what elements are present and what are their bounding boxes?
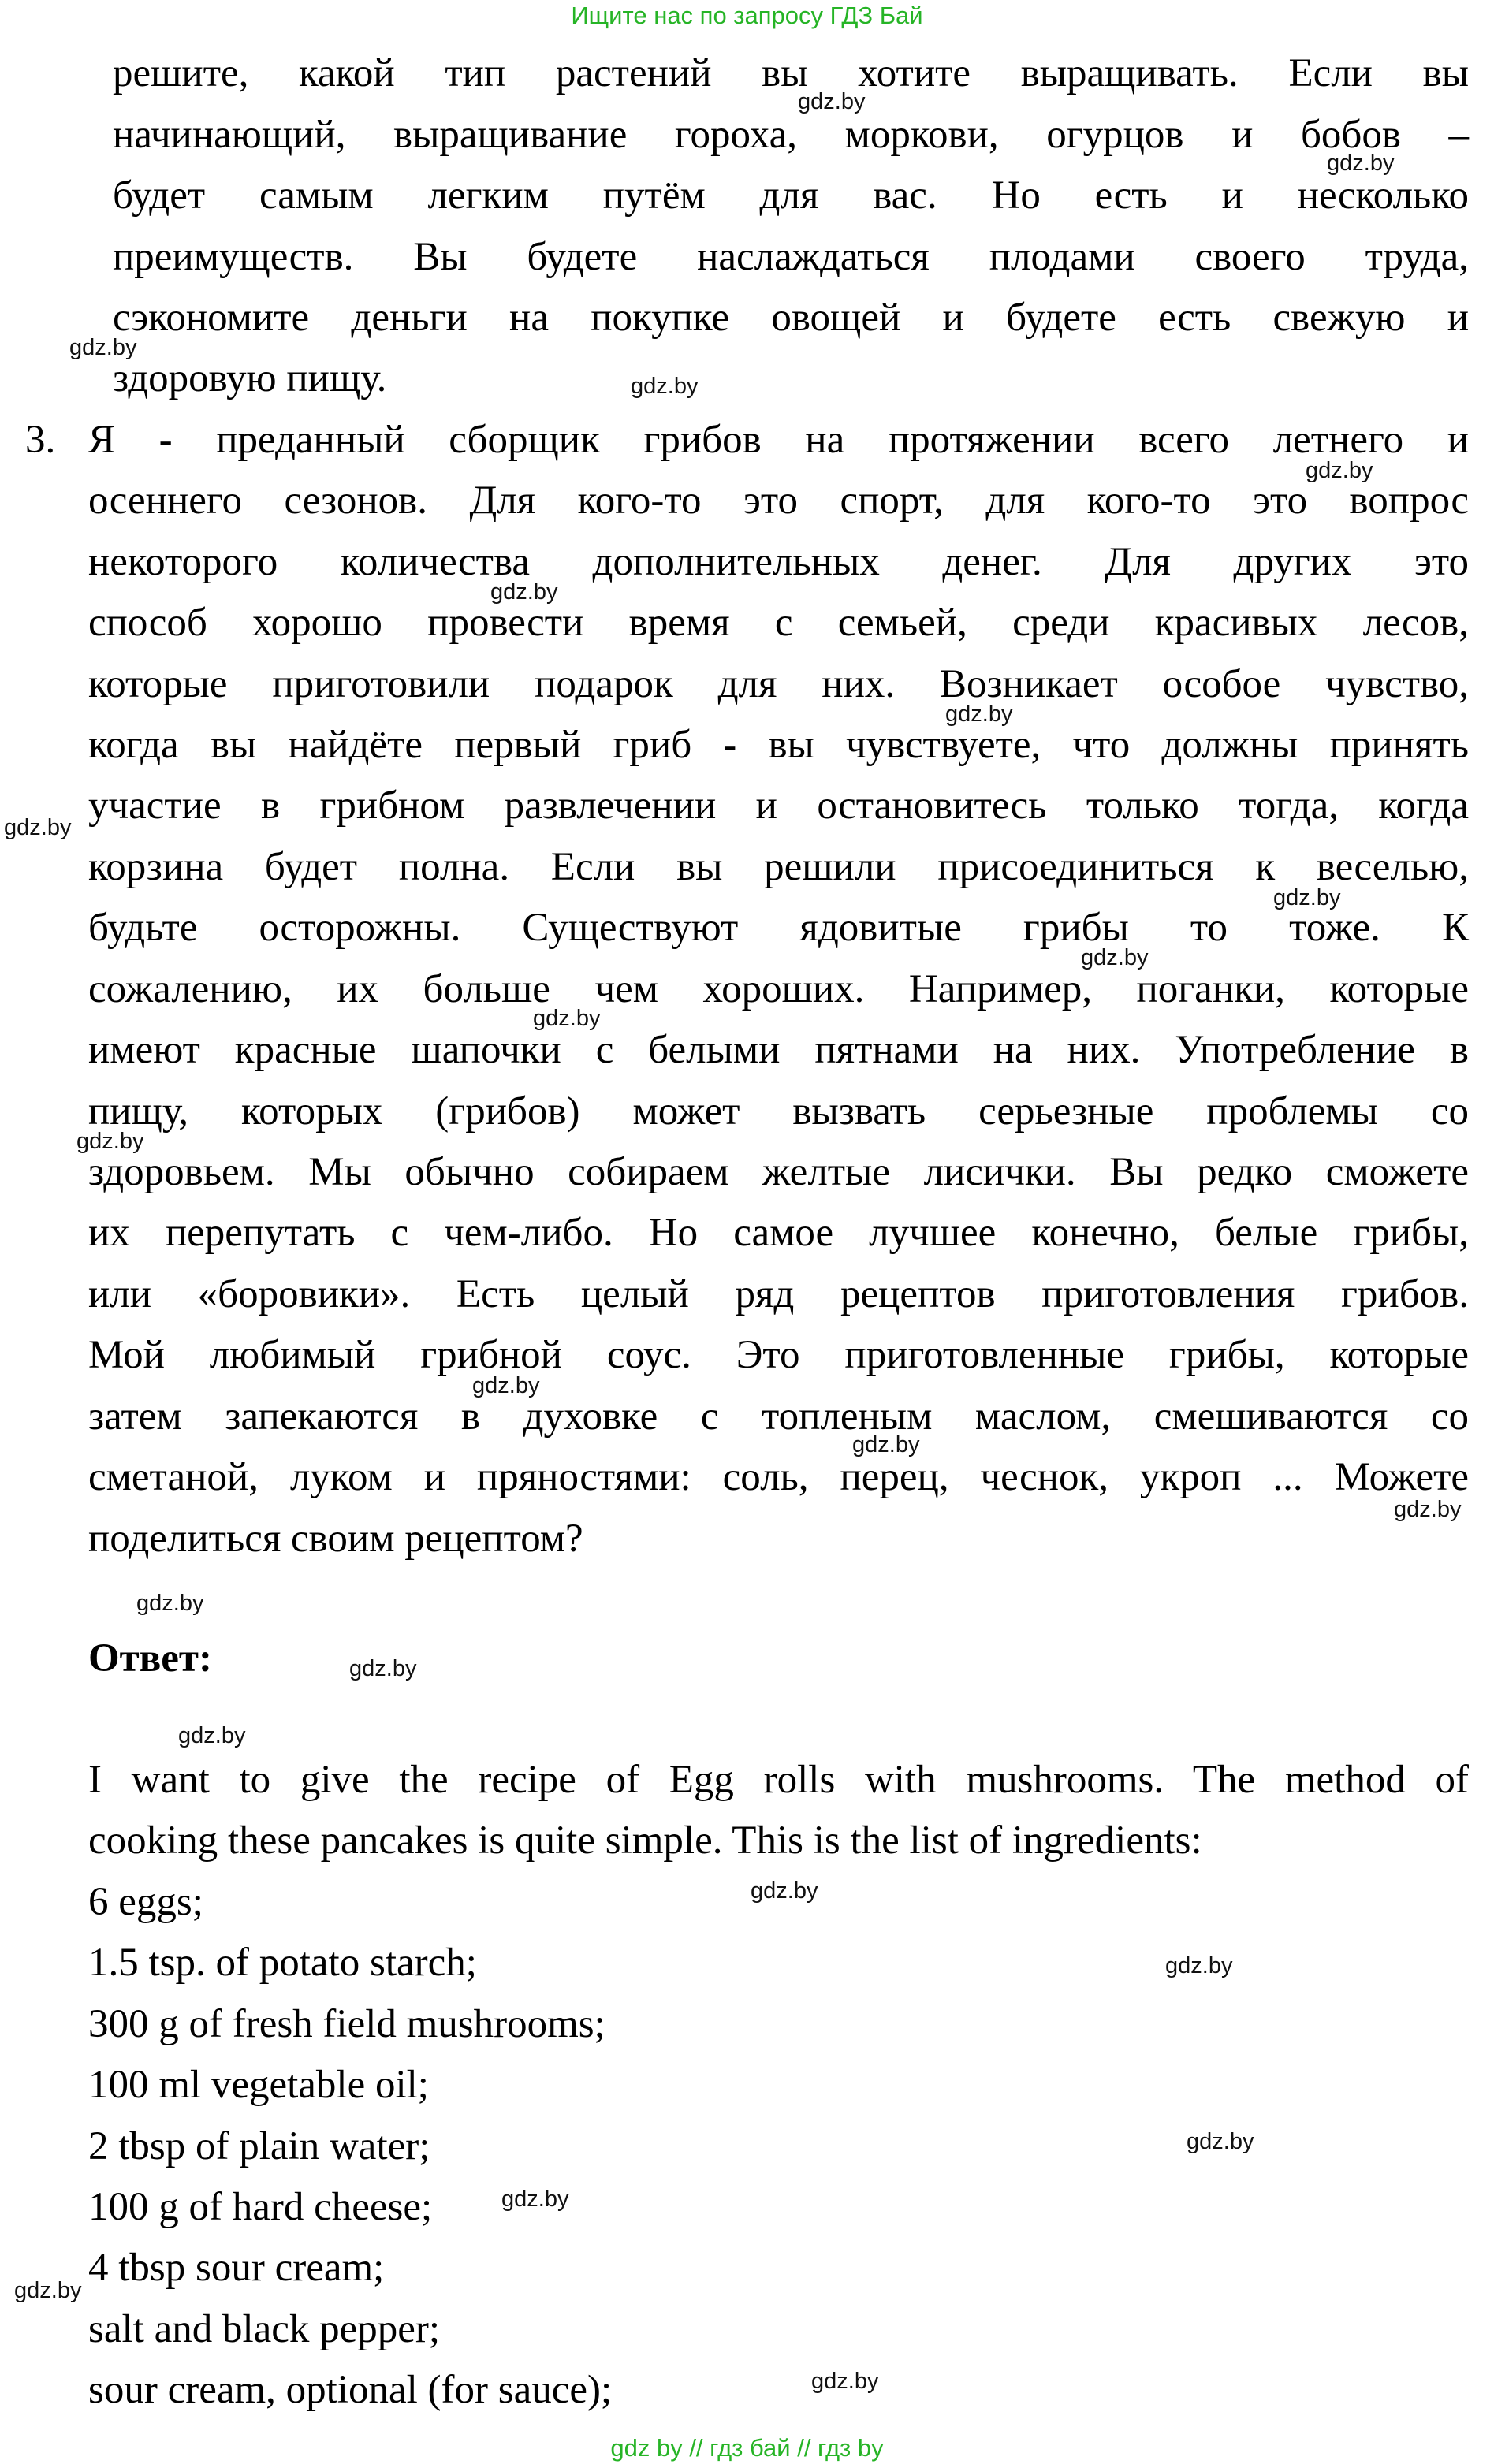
text-line: будьте осторожны. Существуют ядовитые грибы то тоже. К bbox=[88, 906, 1469, 950]
watermark: gdz.by bbox=[798, 89, 866, 114]
text-line: участие в грибном развлечении и остановитесь только тогда, когда bbox=[88, 783, 1469, 828]
text-line: преимуществ. Вы будете наслаждаться плодами своего труда, bbox=[113, 235, 1469, 279]
watermark: gdz.by bbox=[349, 1656, 417, 1681]
footer-links[interactable]: gdz by // гдз бай // гдз by bbox=[610, 2434, 884, 2462]
text-line: способ хорошо провести время с семьей, среди красивых лесов, bbox=[88, 601, 1469, 645]
text-line: корзина будет полна. Если вы решили присоединиться к веселью, bbox=[88, 845, 1469, 889]
text-line: решите, какой тип растений вы хотите выращивать. Если вы bbox=[113, 51, 1469, 95]
watermark: gdz.by bbox=[1327, 151, 1395, 176]
text-line: здоровую пищу. bbox=[113, 356, 387, 400]
ingredient-item: 2 tbsp of plain water; bbox=[88, 2124, 430, 2168]
watermark: gdz.by bbox=[178, 1723, 246, 1748]
watermark: gdz.by bbox=[811, 2369, 879, 2394]
watermark: gdz.by bbox=[1306, 458, 1373, 483]
watermark: gdz.by bbox=[852, 1432, 920, 1457]
text-line: будет самым легким путём для вас. Но есть и несколько bbox=[113, 173, 1469, 218]
text-line: здоровьем. Мы обычно собираем желтые лисички. Вы редко сможете bbox=[88, 1150, 1469, 1194]
ingredient-item: 1.5 tsp. of potato starch; bbox=[88, 1941, 477, 1985]
text-line: имеют красные шапочки с белыми пятнами на них. Употребление в bbox=[88, 1028, 1469, 1072]
watermark: gdz.by bbox=[1187, 2129, 1254, 2154]
text-line: сэкономите деньги на покупке овощей и будете есть свежую и bbox=[113, 296, 1469, 340]
text-line: некоторого количества дополнительных денег. Для других это bbox=[88, 540, 1469, 584]
text-line: Я - преданный сборщик грибов на протяжении всего летнего и bbox=[88, 418, 1469, 462]
text-line: Мой любимый грибной соус. Это приготовленные грибы, которые bbox=[88, 1333, 1469, 1377]
watermark: gdz.by bbox=[76, 1129, 144, 1154]
text-line: их перепутать с чем-либо. Но самое лучшее конечно, белые грибы, bbox=[88, 1211, 1469, 1255]
ingredient-item: 100 g of hard cheese; bbox=[88, 2185, 433, 2229]
watermark: gdz.by bbox=[136, 1591, 204, 1616]
watermark: gdz.by bbox=[14, 2278, 82, 2303]
watermark: gdz.by bbox=[501, 2187, 569, 2212]
watermark: gdz.by bbox=[1165, 1953, 1233, 1978]
ingredient-item: sour cream, optional (for sauce); bbox=[88, 2368, 613, 2412]
ingredient-item: 6 eggs; bbox=[88, 1880, 203, 1924]
watermark: gdz.by bbox=[472, 1373, 540, 1398]
text-line: затем запекаются в духовке с топленым маслом, смешиваются со bbox=[88, 1394, 1469, 1439]
text-line: пищу, которых (грибов) может вызвать серьезные проблемы со bbox=[88, 1089, 1469, 1133]
text-line: которые приготовили подарок для них. Возникает особое чувство, bbox=[88, 662, 1469, 706]
watermark: gdz.by bbox=[490, 579, 558, 605]
ingredient-item: 300 g of fresh field mushrooms; bbox=[88, 2002, 605, 2046]
ingredient-item: 100 ml vegetable oil; bbox=[88, 2063, 429, 2107]
watermark: gdz.by bbox=[1081, 945, 1149, 970]
ingredient-item: salt and black pepper; bbox=[88, 2307, 441, 2351]
text-line: сметаной, луком и пряностями: соль, перец, чеснок, укроп ... Можете bbox=[88, 1455, 1469, 1499]
ingredient-item: 4 tbsp sour cream; bbox=[88, 2246, 385, 2290]
text-line: cooking these pancakes is quite simple. This is the list of ingredients: bbox=[88, 1818, 1202, 1863]
text-line: когда вы найдёте первый гриб - вы чувствуете, что должны принять bbox=[88, 723, 1469, 767]
text-line: сожалению, их больше чем хороших. Например, поганки, которые bbox=[88, 967, 1469, 1011]
answer-heading: Ответ: bbox=[88, 1636, 212, 1681]
watermark: gdz.by bbox=[1273, 885, 1341, 910]
watermark: gdz.by bbox=[751, 1878, 818, 1904]
text-line: осеннего сезонов. Для кого-то это спорт, для кого-то это вопрос bbox=[88, 478, 1469, 523]
watermark: gdz.by bbox=[533, 1006, 601, 1031]
watermark: gdz.by bbox=[69, 335, 137, 360]
watermark: gdz.by bbox=[4, 815, 72, 840]
watermark: gdz.by bbox=[1394, 1497, 1462, 1522]
text-line: поделиться своим рецептом? bbox=[88, 1517, 583, 1561]
item-number: 3. bbox=[25, 418, 56, 462]
text-line: начинающий, выращивание гороха, моркови, огурцов и бобов – bbox=[113, 113, 1469, 157]
text-line: или «боровики». Есть целый ряд рецептов приготовления грибов. bbox=[88, 1272, 1469, 1316]
text-line: I want to give the recipe of Egg rolls with mushrooms. The method of bbox=[88, 1758, 1469, 1802]
header-search-hint[interactable]: Ищите нас по запросу ГДЗ Бай bbox=[571, 2, 923, 29]
watermark: gdz.by bbox=[631, 374, 699, 399]
watermark: gdz.by bbox=[945, 702, 1013, 727]
